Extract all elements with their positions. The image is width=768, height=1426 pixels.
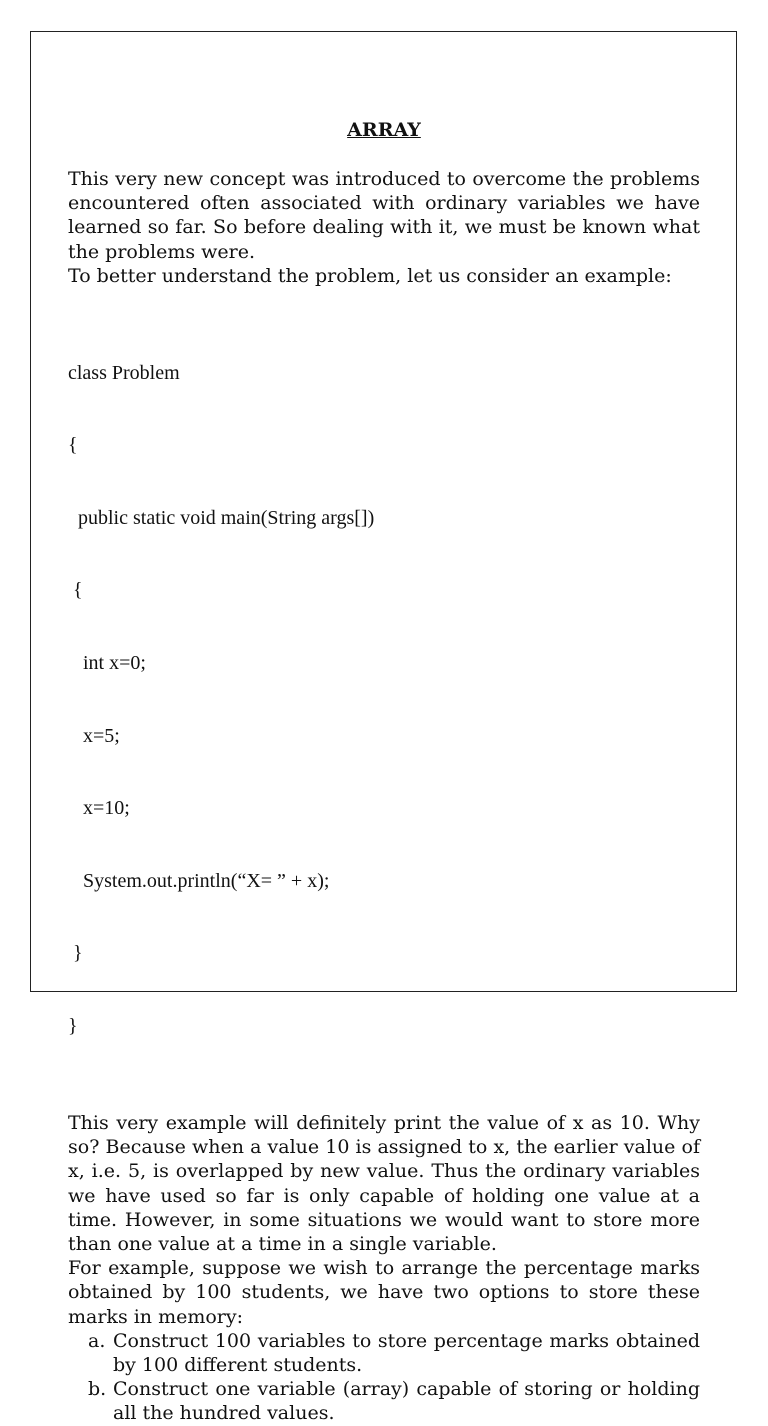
list-item xyxy=(68,1329,700,1377)
list-item xyxy=(68,1377,700,1425)
code-line: { xyxy=(68,579,83,602)
code-line: x=5; xyxy=(68,724,120,747)
spacer xyxy=(68,288,700,312)
list-marker: b. xyxy=(88,1378,107,1401)
intro-paragraph: This very new concept was introduced to overcome the problems encountered often associated with ordinary variables we have learned so far. So before dealing with it, we must be known what the problems were. xyxy=(68,168,700,263)
explanation-paragraph: This very example will definitely print the value of x as 10. Why so? Because when a value 10 is assigned to x, the earlier value of x, i.e. 5, is overlapped by new value. Thus the ordinary variables we have used so far is only capable of holding one value at a time. However, in some situations we would want to store more than one value at a time in a single variable. xyxy=(68,1111,700,1255)
code-line: } xyxy=(68,942,83,965)
document-body xyxy=(68,118,700,1426)
options-list xyxy=(68,1329,700,1426)
code-line: } xyxy=(68,1015,78,1038)
example-paragraph: For example, suppose we wish to arrange the percentage marks obtained by 100 students, we have two options to store these marks in memory: xyxy=(68,1257,700,1328)
code-line: { xyxy=(68,434,78,457)
code-line: int x=0; xyxy=(68,652,146,675)
intro-line: To better understand the problem, let us consider an example: xyxy=(68,264,672,287)
code-line: class Problem xyxy=(68,361,180,384)
list-marker: a. xyxy=(88,1329,106,1352)
document-title: ARRAY xyxy=(347,119,421,141)
code-line: x=10; xyxy=(68,797,130,820)
list-item-text: Construct one variable (array) capable of storing or holding all the hundred values. xyxy=(113,1378,700,1425)
spacer xyxy=(68,1087,700,1111)
code-block xyxy=(68,312,700,1087)
code-line: System.out.println(“X= ” + x); xyxy=(68,869,330,892)
code-line: public static void main(String args[]) xyxy=(68,506,375,529)
list-item-text: Construct 100 variables to store percentage marks obtained by 100 different students. xyxy=(113,1329,700,1376)
